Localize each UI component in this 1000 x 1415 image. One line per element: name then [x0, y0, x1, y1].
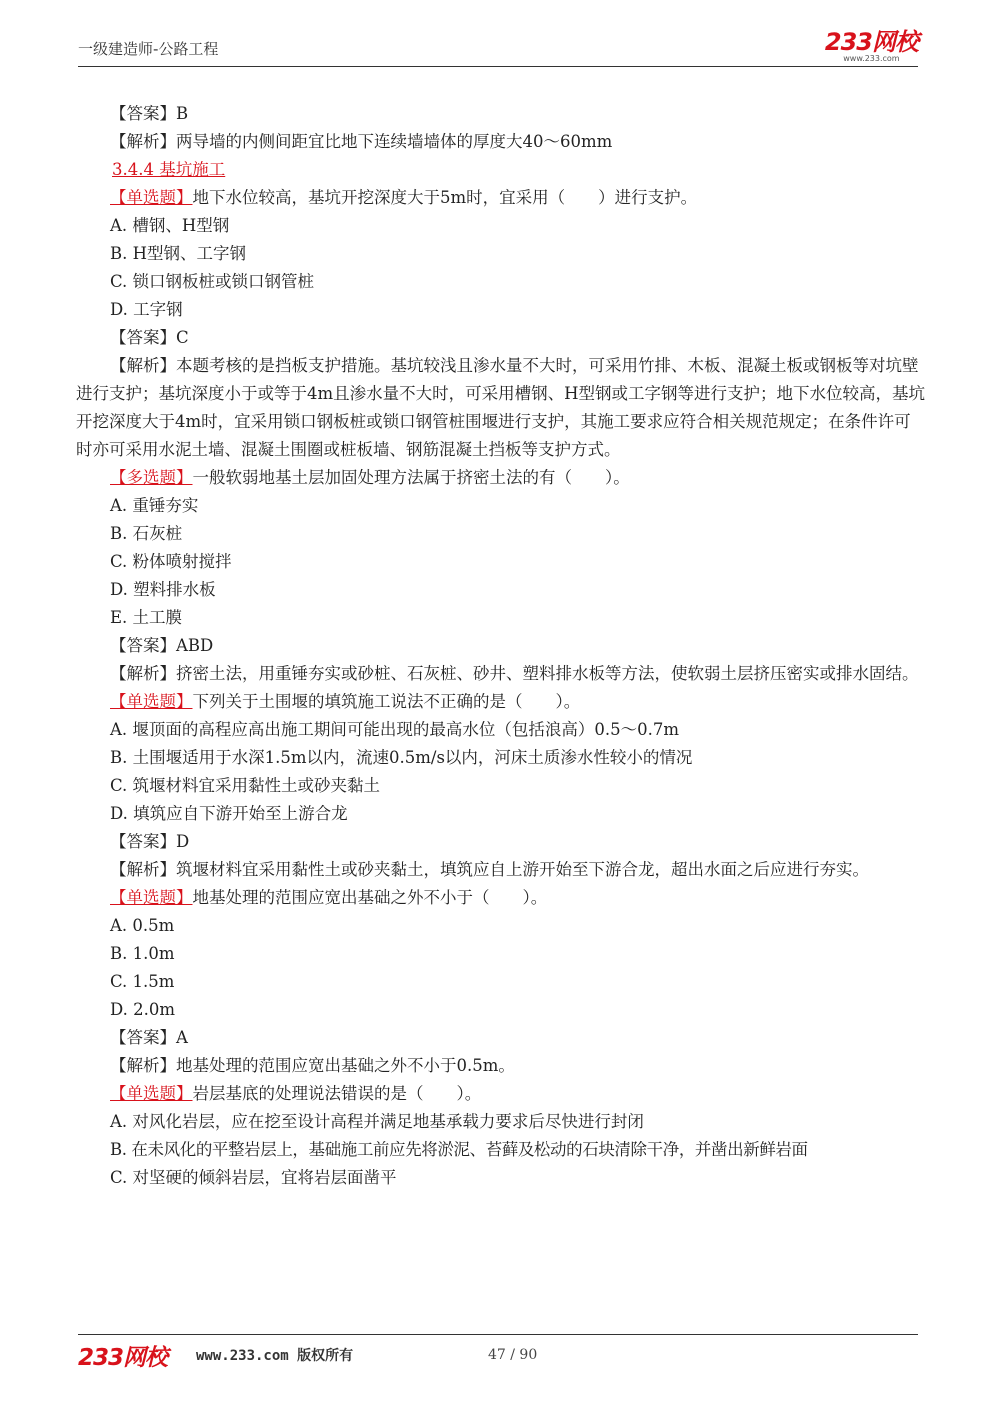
logo-text: 233网校: [824, 28, 918, 56]
question-type-tag: 【单选题】: [110, 888, 193, 907]
question-type-tag: 【多选题】: [110, 468, 193, 487]
option-line: A. 槽钢、H型钢: [110, 216, 230, 235]
document-title: 一级建造师-公路工程: [78, 40, 219, 58]
option-line: D. 工字钢: [110, 300, 183, 319]
option-line: A. 重锤夯实: [110, 496, 199, 515]
option-line: A. 堰顶面的高程应高出施工期间可能出现的最高水位（包括浪高）0.5～0.7m: [110, 720, 680, 739]
option-line: C. 1.5m: [110, 972, 175, 991]
question-type-tag: 【单选题】: [110, 1084, 193, 1103]
answer-line: 【答案】A: [110, 1028, 188, 1047]
option-line: C. 筑堰材料宜采用黏性土或砂夹黏土: [110, 776, 381, 795]
option-line: B. 石灰桩: [110, 524, 183, 543]
answer-line: 【答案】ABD: [110, 636, 214, 655]
analysis-line: 【解析】地基处理的范围应宽出基础之外不小于0.5m。: [110, 1056, 515, 1075]
page-header: [78, 30, 918, 67]
page-content: [76, 100, 926, 1192]
logo-text: 233网校: [78, 1345, 168, 1371]
option-line: D. 2.0m: [110, 1000, 176, 1019]
copyright-text: www.233.com 版权所有: [196, 1348, 354, 1364]
page-footer: [78, 1334, 918, 1375]
question-stem: [76, 464, 926, 492]
analysis-paragraph: 【解析】本题考核的是挡板支护措施。基坑较浅且渗水量不大时，可采用竹排、木板、混凝土板或钢板等对坑壁进行支护；基坑深度小于或等于4m且渗水量不大时，可采用槽钢、H型钢或工字钢等进行支护；地下水位较高，基坑开挖深度大于4m时，宜采用锁口钢板桩或锁口钢管桩围堰进行支护，其施工要求应符合相关规范规定；在条件许可时亦可采用水泥土墙、混凝土围圈或桩板墙、钢筋混凝土挡板等支护方式。: [76, 356, 926, 459]
option-line: D. 填筑应自下游开始至上游合龙: [110, 804, 348, 823]
brand-logo: [825, 30, 918, 63]
question-text: 地基处理的范围应宽出基础之外不小于（ ）。: [192, 888, 548, 907]
question-stem: [76, 688, 926, 716]
option-line: A. 0.5m: [110, 916, 175, 935]
option-line: C. 粉体喷射搅拌: [110, 552, 232, 571]
question-stem: [76, 1080, 926, 1108]
question-text: 一般软弱地基土层加固处理方法属于挤密土法的有（ ）。: [192, 468, 630, 487]
option-line: A. 对风化岩层，应在挖至设计高程并满足地基承载力要求后尽快进行封闭: [110, 1112, 644, 1131]
question-text: 下列关于土围堰的填筑施工说法不正确的是（ ）。: [192, 692, 581, 711]
question-text: 地下水位较高，基坑开挖深度大于5m时，宜采用（ ）进行支护。: [192, 188, 698, 207]
option-line: C. 对坚硬的倾斜岩层，宜将岩层面凿平: [110, 1168, 397, 1187]
option-line: B. 1.0m: [110, 944, 175, 963]
analysis-line: 【解析】两导墙的内侧间距宜比地下连续墙墙体的厚度大40～60mm: [110, 132, 613, 151]
question-stem: [76, 184, 926, 212]
footer-logo: [78, 1339, 167, 1372]
answer-line: 【答案】D: [110, 832, 190, 851]
page-number: 47 / 90: [488, 1347, 538, 1363]
option-line: B. H型钢、工字钢: [110, 244, 247, 263]
logo-url: www.233.com: [843, 54, 900, 63]
analysis-paragraph: 【解析】挤密土法，用重锤夯实或砂桩、石灰桩、砂井、塑料排水板等方法，使软弱土层挤压密实或排水固结。: [110, 664, 919, 683]
option-line: B. 在未风化的平整岩层上，基础施工前应先将淤泥、苔藓及松动的石块清除干净，并凿出新鲜岩面: [110, 1140, 808, 1159]
option-line: C. 锁口钢板桩或锁口钢管桩: [110, 272, 315, 291]
analysis-paragraph: 【解析】筑堰材料宜采用黏性土或砂夹黏土，填筑应自上游开始至下游合龙，超出水面之后应进行夯实。: [110, 860, 869, 879]
section-heading: 3.4.4 基坑施工: [112, 160, 226, 179]
option-line: E. 土工膜: [110, 608, 183, 627]
option-line: D. 塑料排水板: [110, 580, 216, 599]
question-type-tag: 【单选题】: [110, 188, 193, 207]
question-stem: [76, 884, 926, 912]
question-type-tag: 【单选题】: [110, 692, 193, 711]
answer-line: 【答案】B: [110, 104, 189, 123]
option-line: B. 土围堰适用于水深1.5m以内，流速0.5m/s以内，河床土质渗水性较小的情况: [110, 748, 693, 767]
question-text: 岩层基底的处理说法错误的是（ ）。: [192, 1084, 482, 1103]
answer-line: 【答案】C: [110, 328, 189, 347]
